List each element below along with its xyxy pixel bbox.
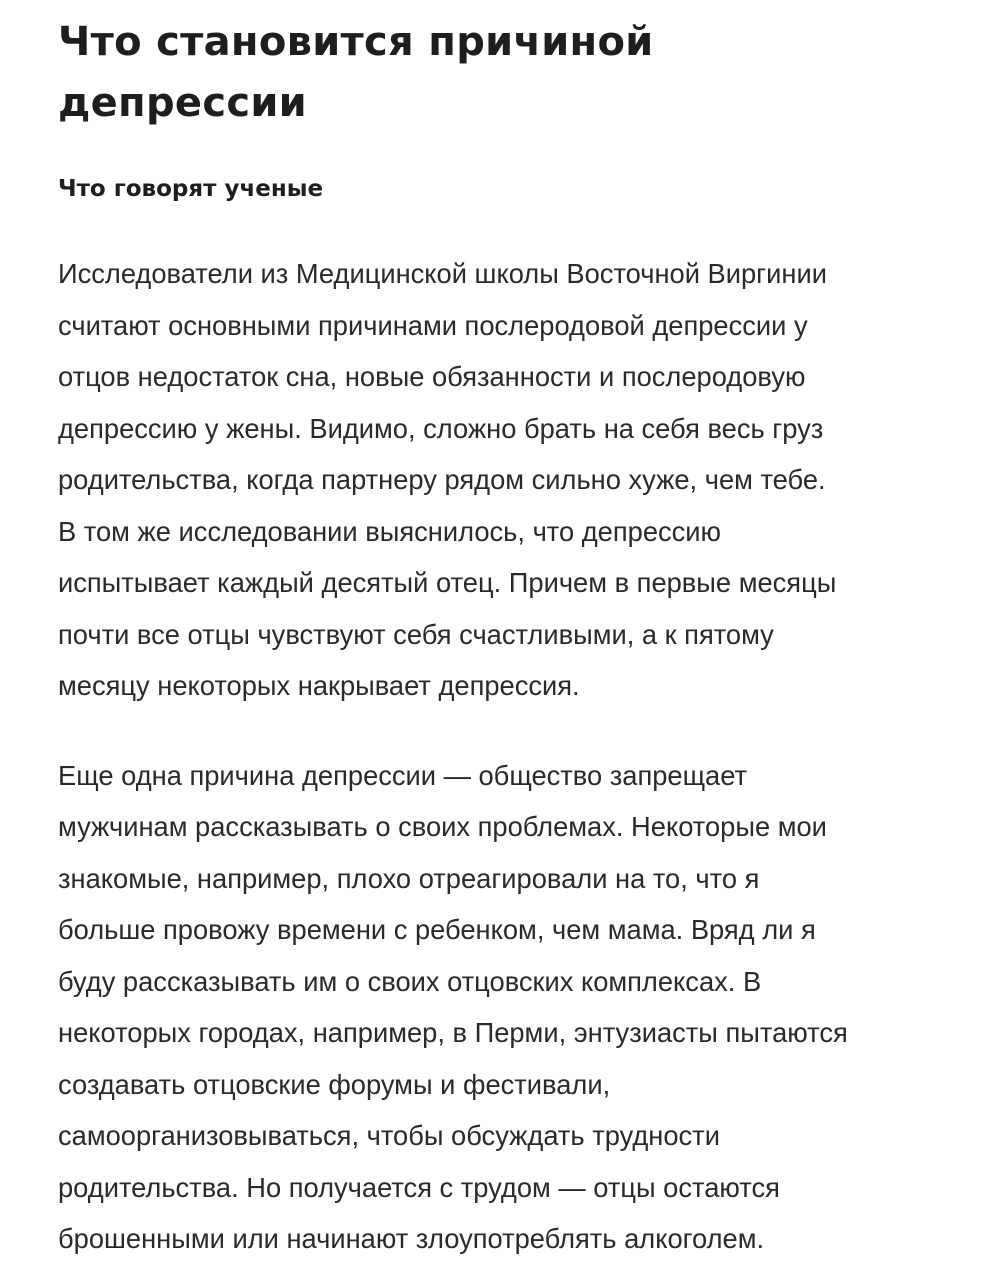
article xyxy=(58,0,858,1265)
article-title: Что становится причиной депрессии xyxy=(58,19,654,126)
paragraph-scientists: Исследователи из Медицинской школы Восточной Виргинии считают основными причинами послеродовой депрессии у отцов недостаток сна, новые обязанности и послеродовую депрессию у жены. Видимо, сложно брать на себя весь груз родительства, когда партнеру рядом сильно хуже, чем тебе. В том же исследовании выяснилось, что депрессию испытывает каждый десятый отец. Причем в первые месяцы почти все отцы чувствуют себя счастливыми, а к пятому месяцу некоторых накрывает депрессия. xyxy=(58,258,837,701)
section-subtitle: Что говорят ученые xyxy=(58,176,324,202)
paragraph-society: Еще одна причина депрессии — общество запрещает мужчинам рассказывать о своих проблемах. Некоторые мои знакомые, например, плохо отреагировали на то, что я больше провожу времени с ребенком, чем мама. Вряд ли я буду рассказывать им о своих отцовских комплексах. В некоторых городах, например, в Перми, энтузиасты пытаются создавать отцовские форумы и фестивали, самоорганизовываться, чтобы обсуждать трудности родительства. Но получается с трудом — отцы остаются брошенными или начинают злоупотреблять алкоголем. xyxy=(58,759,848,1254)
